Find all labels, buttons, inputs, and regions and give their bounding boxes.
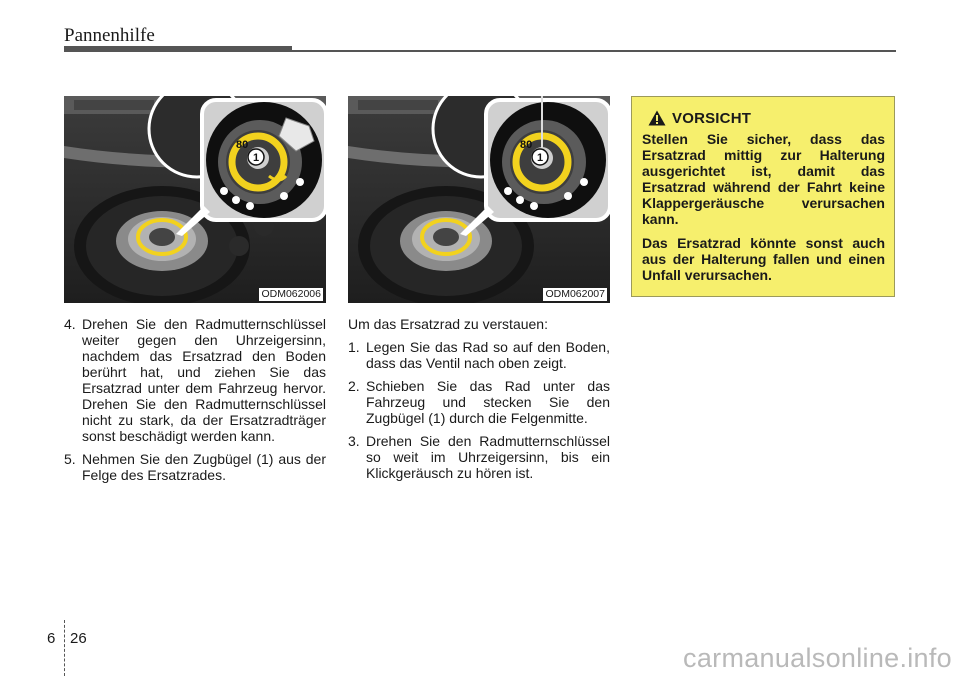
caution-body <box>642 131 885 291</box>
warning-triangle-icon <box>648 110 666 126</box>
figure-lowering-spare-wheel <box>64 96 326 303</box>
footer-divider <box>64 620 65 676</box>
step-number: 5. <box>64 451 76 467</box>
step-number: 3. <box>348 433 360 449</box>
figure-illustration <box>64 96 326 303</box>
svg-text:1: 1 <box>253 152 260 164</box>
step-number: 4. <box>64 316 76 332</box>
watermark: carmanualsonline.info <box>683 643 952 673</box>
figure-stowing-spare-wheel <box>348 96 610 303</box>
page-number: 26 <box>70 630 87 647</box>
figure-code: ODM062007 <box>545 288 605 300</box>
chapter-number: 6 <box>47 630 56 647</box>
svg-text:80: 80 <box>520 139 533 151</box>
step-text: Drehen Sie den Radmutternschlüssel weiter gegen den Uhrzeigersinn, nachdem das Ersatzrad den Boden berührt hat, und ziehen Sie das Ersatzrad unter dem Fahrzeug hervor. Drehen Sie den Radmutternschlüssel nicht zu stark, da der Ersatzradträger sonst beschädigt werden kann. <box>82 316 326 444</box>
step-number: 1. <box>348 339 360 355</box>
left-column <box>64 316 326 483</box>
step-1 <box>348 339 610 371</box>
step-text: Nehmen Sie den Zugbügel (1) aus der Felge des Ersatzrades. <box>82 451 326 483</box>
figure-code: ODM062006 <box>261 288 321 300</box>
svg-text:1: 1 <box>537 152 544 164</box>
caution-box <box>631 96 895 297</box>
step-4 <box>64 316 326 444</box>
step-text: Schieben Sie das Rad unter das Fahrzeug und stecken Sie den Zugbügel (1) durch die Felgenmitte. <box>366 378 610 426</box>
caution-title: VORSICHT <box>672 110 752 127</box>
section-title: Pannenhilfe <box>64 25 155 46</box>
stow-intro: Um das Ersatzrad zu verstauen: <box>348 316 548 332</box>
step-5 <box>64 451 326 483</box>
step-text: Drehen Sie den Radmutternschlüssel so weit im Uhrzeigersinn, bis ein Klickgeräusch zu hören ist. <box>366 433 610 481</box>
svg-text:80: 80 <box>236 139 249 151</box>
step-3 <box>348 433 610 481</box>
step-text: Legen Sie das Rad so auf den Boden, dass das Ventil nach oben zeigt. <box>366 339 610 371</box>
step-2 <box>348 378 610 426</box>
middle-column <box>348 316 610 481</box>
caution-paragraph: Stellen Sie sicher, dass das Ersatzrad mittig zur Halterung ausgerichtet ist, damit das Ersatzrad während der Fahrt keine Klappergeräusche verursachen kann. <box>642 131 885 227</box>
figure-illustration <box>348 96 610 303</box>
header-rule <box>64 50 896 52</box>
step-number: 2. <box>348 378 360 394</box>
caution-paragraph: Das Ersatzrad könnte sonst auch aus der Halterung fallen und einen Unfall verursachen. <box>642 235 885 283</box>
